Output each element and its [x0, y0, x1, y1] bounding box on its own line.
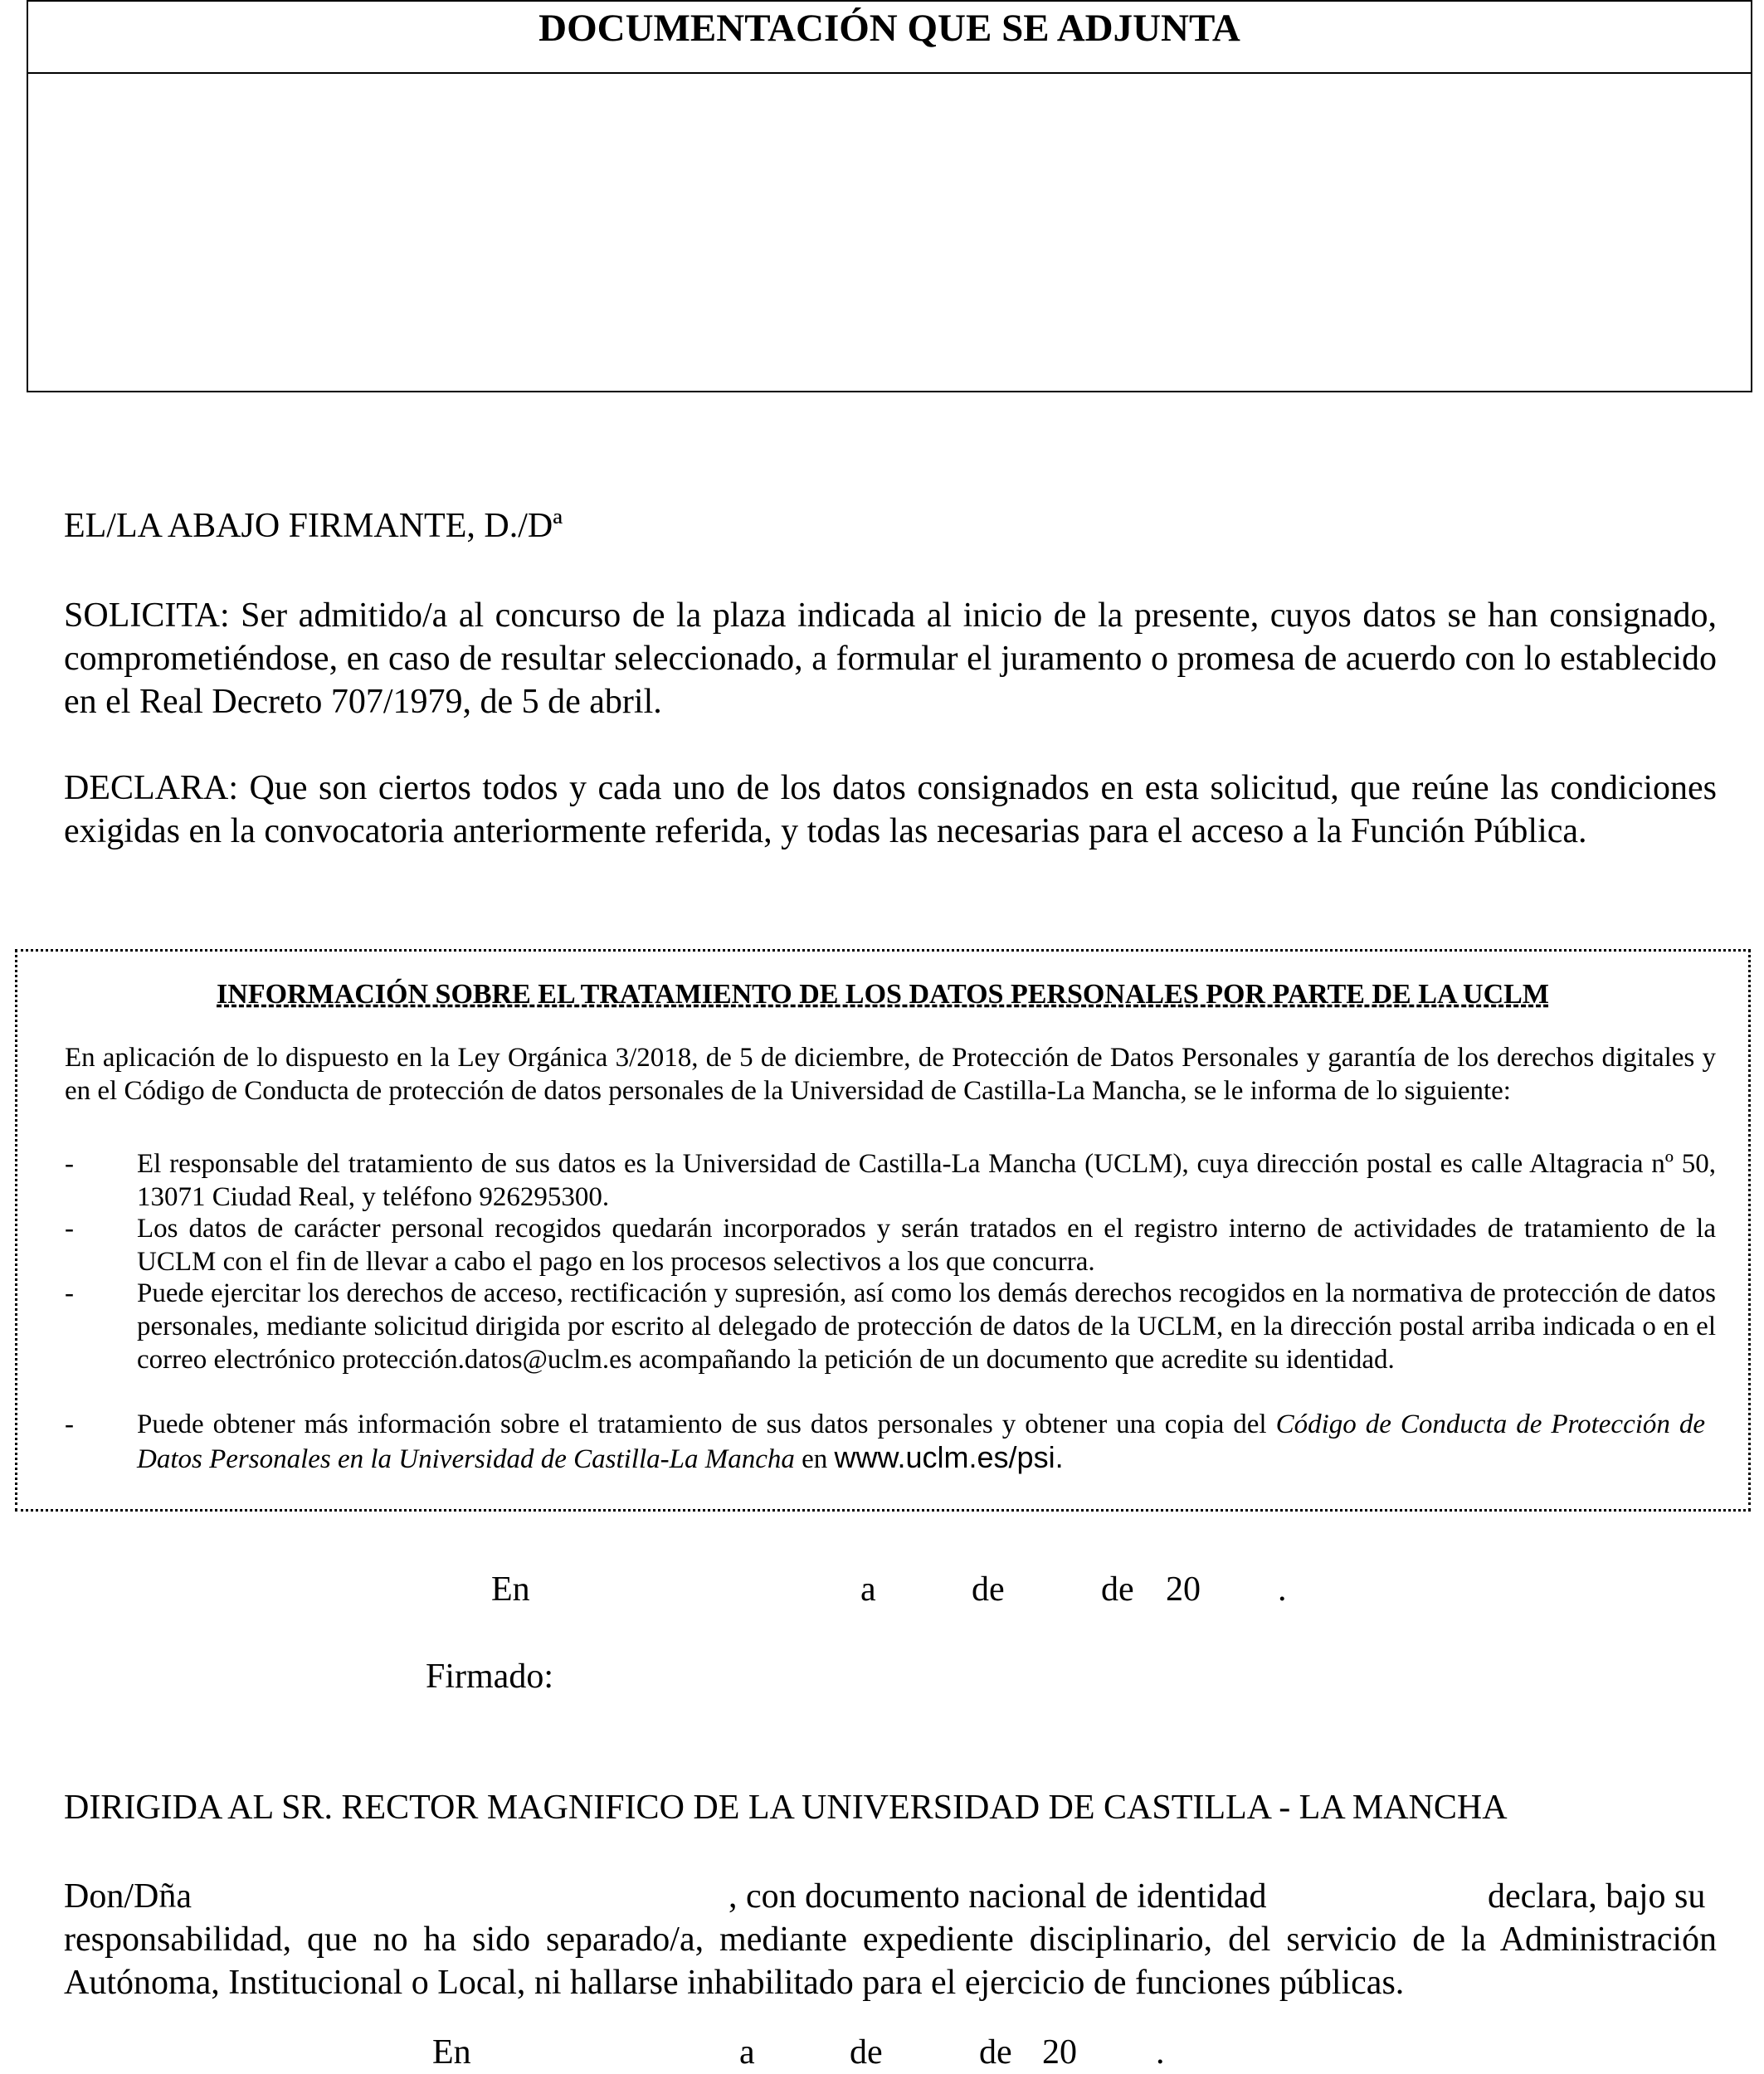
- list-dash: -: [65, 1278, 74, 1308]
- date-de-label: de: [1101, 1570, 1134, 1609]
- solicita-paragraph: SOLICITA: Ser admitido/a al concurso de la plaza indicada al inicio de la presente, cuyos datos se han consignado, comprometiéndose, en caso de resultar seleccionado, a formular el juramento o promesa de acuerdo con lo establecido en el Real Decreto 707/1979, de 5 de abril.: [64, 596, 1717, 721]
- date-de-label: de: [850, 2033, 883, 2072]
- privacy-item-text: [137, 1408, 1705, 1476]
- privacy-list-item: [65, 1147, 1716, 1214]
- privacy-list-item: [65, 1408, 1716, 1478]
- date-period: .: [1156, 2033, 1165, 2072]
- documentation-box-header: [28, 2, 1751, 74]
- documentation-box-content-area[interactable]: [28, 74, 1751, 391]
- don-label: Don/Dña: [64, 1877, 192, 1916]
- date-period: .: [1278, 1570, 1287, 1609]
- declaration-2-text: responsabilidad, que no ha sido separado/a, mediante expediente disciplinario, del servicio de la Administración Autónoma, Institucional o Local, ni hallarse inhabilitado para el ejercicio de funciones públicas.: [64, 1921, 1717, 2002]
- privacy-item-prefix: Puede obtener más información sobre el tratamiento de sus datos personales y obtener una copia del: [137, 1409, 1267, 1439]
- privacy-item-text: Puede ejercitar los derechos de acceso, rectificación y supresión, así como los demás derechos recogidos en la normativa de protección de datos personales, mediante solicitud dirigida por escrito al delegado de protección de datos de la UCLM, en la dirección postal arriba indicada o en el correo electrónico protección.datos@uclm.es acompañando la petición de un documento que acredite su identidad.: [137, 1278, 1716, 1375]
- declara-label: declara, bajo su: [1488, 1877, 1706, 1916]
- code-of-conduct-title: Código de Conducta de Protección de Datos Personales en la Universidad de Castilla-La Mancha: [137, 1409, 1706, 1474]
- declara-paragraph: DECLARA: Que son ciertos todos y cada uno de los datos consignados en esta solicitud, que reúne las condiciones exigidas en la convocatoria anteriormente referida, y todas las necesarias para el acceso a la Función Pública.: [64, 769, 1717, 850]
- list-dash: -: [65, 1214, 74, 1244]
- list-dash: -: [65, 1409, 74, 1439]
- date-de-label: de: [979, 2033, 1012, 2072]
- date-de-label: de: [972, 1570, 1005, 1609]
- dni-label: , con documento nacional de identidad: [729, 1877, 1267, 1916]
- privacy-item-text: El responsable del tratamiento de sus datos es la Universidad de Castilla-La Mancha (UCLM), cuya dirección postal es calle Altagracia nº 50, 13071 Ciudad Real, y teléfono 926295300.: [137, 1149, 1716, 1212]
- date-a-label: a: [739, 2033, 755, 2072]
- privacy-info-box: [15, 949, 1751, 1512]
- list-dash: -: [65, 1149, 74, 1179]
- signatory-label: EL/LA ABAJO FIRMANTE, D./Dª: [64, 507, 563, 545]
- privacy-item-text: Los datos de carácter personal recogidos quedarán incorporados y serán tratados en el registro interno de actividades de tratamiento de la UCLM con el fin de llevar a cabo el pago en los procesos selectivos a los que concurra.: [137, 1214, 1716, 1277]
- psi-link[interactable]: www.uclm.es/psi.: [834, 1440, 1064, 1474]
- privacy-info-title: INFORMACIÓN SOBRE EL TRATAMIENTO DE LOS DATOS PERSONALES POR PARTE DE LA UCLM: [217, 979, 1549, 1010]
- documentation-box-title: DOCUMENTACIÓN QUE SE ADJUNTA: [538, 7, 1240, 50]
- date-year-prefix: 20: [1042, 2033, 1077, 2072]
- privacy-intro: En aplicación de lo dispuesto en la Ley Orgánica 3/2018, de 5 de diciembre, de Protección de Datos Personales y garantía de los derechos digitales y en el Código de Conducta de protección de datos personales de la Universidad de Castilla-La Mancha, se le informa de lo siguiente:: [65, 1043, 1716, 1106]
- date-en-label: En: [432, 2033, 471, 2072]
- date-en-label: En: [491, 1570, 530, 1609]
- addressed-to: DIRIGIDA AL SR. RECTOR MAGNIFICO DE LA UNIVERSIDAD DE CASTILLA - LA MANCHA: [64, 1789, 1508, 1827]
- date-year-prefix: 20: [1166, 1570, 1201, 1609]
- signed-label: Firmado:: [426, 1658, 553, 1696]
- privacy-item-en: en: [802, 1444, 828, 1474]
- documentation-box: [27, 0, 1752, 392]
- privacy-list-item: [65, 1277, 1716, 1409]
- date-a-label: a: [860, 1570, 876, 1609]
- privacy-list-item: [65, 1212, 1716, 1278]
